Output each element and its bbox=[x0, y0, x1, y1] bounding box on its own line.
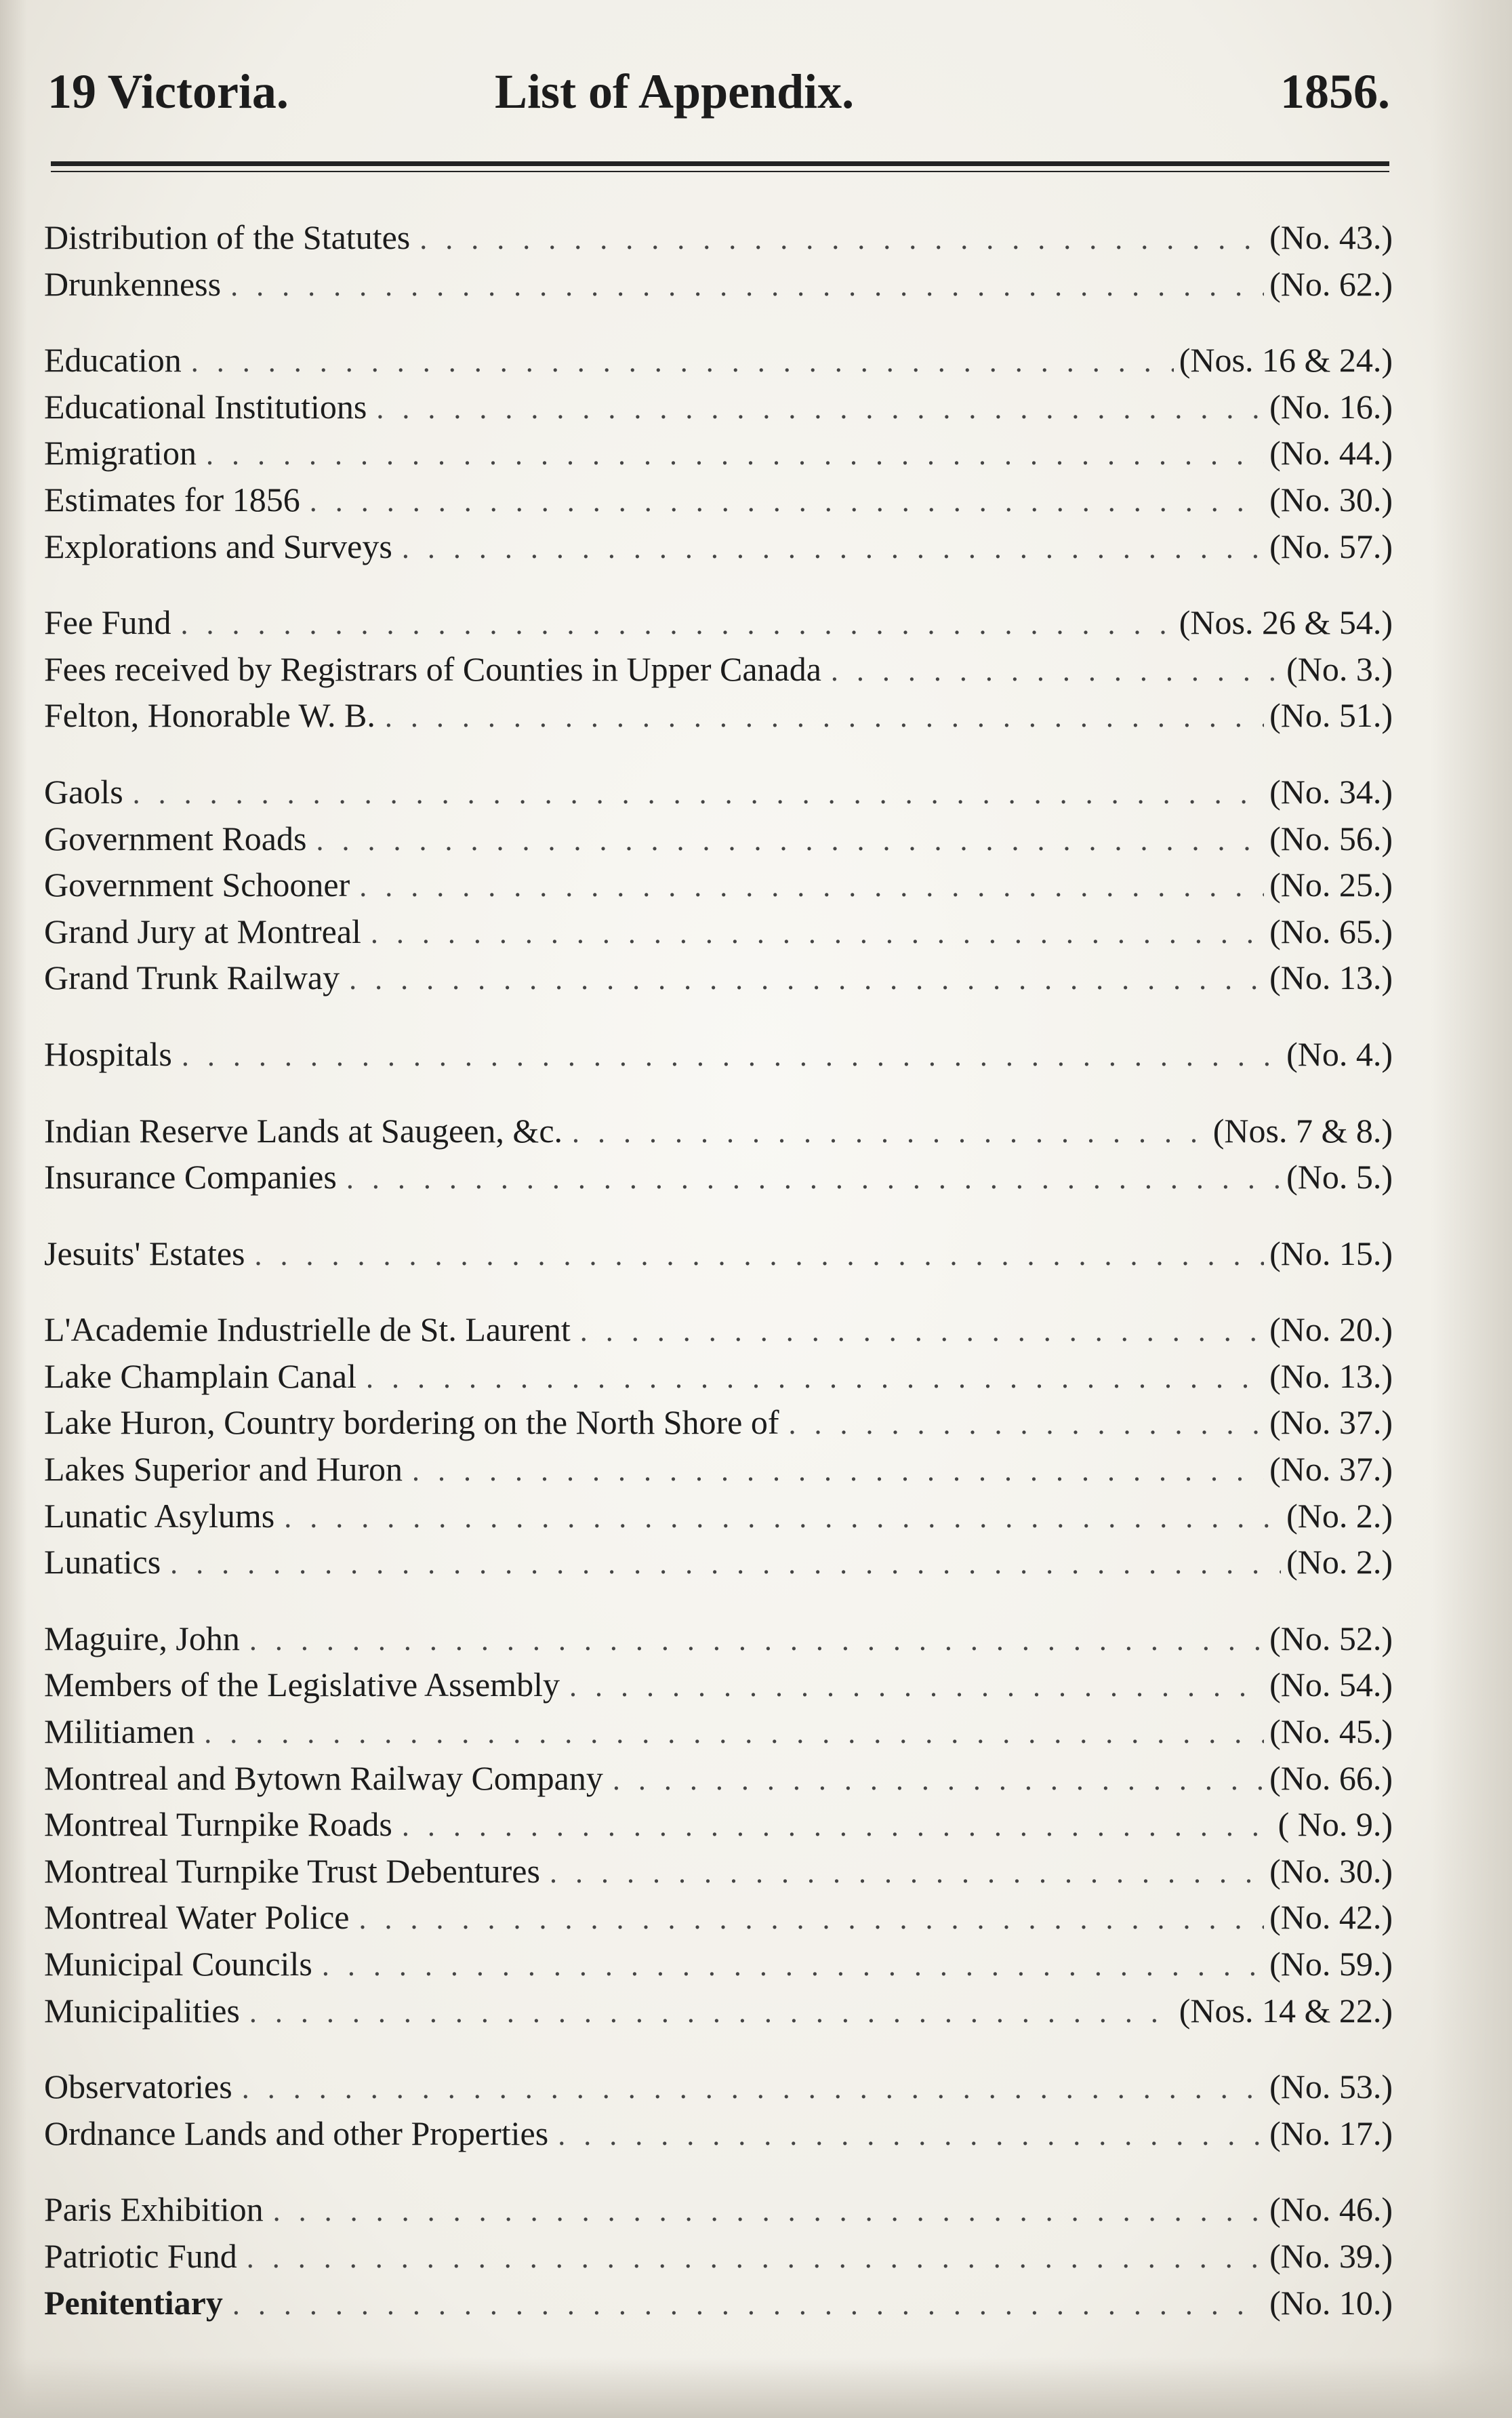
dot-leader bbox=[191, 339, 1174, 386]
index-entry bbox=[44, 1661, 1393, 1708]
entry-subject: Ordnance Lands and other Properties bbox=[44, 2114, 549, 2152]
entry-subject: Government Schooner bbox=[44, 866, 350, 904]
index-entry bbox=[44, 769, 1393, 815]
index-entry bbox=[44, 954, 1393, 1001]
index-entry bbox=[44, 337, 1393, 384]
dot-leader bbox=[402, 1803, 1273, 1850]
dot-leader bbox=[230, 263, 1264, 310]
index-entry bbox=[44, 523, 1393, 570]
entry-subject: Lunatic Asylums bbox=[44, 1496, 275, 1535]
dot-leader bbox=[254, 1232, 1264, 1279]
entry-subject: Lake Huron, Country bordering on the North Shore of bbox=[44, 1403, 779, 1442]
dot-leader bbox=[273, 2188, 1264, 2235]
header-title: List of Appendix. bbox=[495, 64, 855, 119]
dot-leader bbox=[249, 1617, 1264, 1664]
page-edge-shadow-bottom bbox=[0, 2357, 1512, 2418]
entry-subject: Montreal Water Police bbox=[44, 1898, 350, 1937]
index-entry bbox=[44, 692, 1393, 739]
entry-appendix-number: (No. 3.) bbox=[1286, 649, 1393, 688]
index-entry bbox=[44, 815, 1393, 862]
index-entry bbox=[44, 1848, 1393, 1895]
entry-subject: Montreal Turnpike Roads bbox=[44, 1805, 392, 1844]
entry-subject: Emigration bbox=[44, 434, 197, 472]
index-entry bbox=[44, 2063, 1393, 2110]
entry-appendix-number: (No. 5.) bbox=[1286, 1158, 1393, 1196]
index-entry bbox=[44, 1941, 1393, 1988]
dot-leader bbox=[558, 2112, 1264, 2159]
entry-appendix-number: (No. 46.) bbox=[1269, 2190, 1393, 2229]
index-entry bbox=[44, 646, 1393, 693]
entry-appendix-number: (No. 2.) bbox=[1286, 1496, 1393, 1535]
entry-appendix-number: (No. 51.) bbox=[1269, 696, 1393, 735]
entry-subject: Members of the Legislative Assembly bbox=[44, 1666, 560, 1704]
entry-appendix-number: (No. 16.) bbox=[1269, 387, 1393, 426]
entry-subject: Insurance Companies bbox=[44, 1158, 337, 1196]
dot-leader bbox=[316, 818, 1264, 864]
entry-appendix-number: (No. 30.) bbox=[1269, 1851, 1393, 1890]
entry-appendix-number: (No. 15.) bbox=[1269, 1234, 1393, 1272]
dot-leader bbox=[232, 2282, 1264, 2329]
dot-leader bbox=[310, 479, 1264, 525]
index-entry bbox=[44, 1988, 1393, 2034]
dot-leader bbox=[204, 1710, 1264, 1757]
entry-subject: Penitentiary bbox=[44, 2283, 223, 2322]
entry-appendix-number: (No. 17.) bbox=[1269, 2114, 1393, 2152]
entry-appendix-number: (No. 34.) bbox=[1269, 772, 1393, 811]
entry-subject: Distribution of the Statutes bbox=[44, 218, 411, 256]
index-letter-group bbox=[44, 2063, 1393, 2156]
header-rule-thick bbox=[51, 161, 1389, 166]
entry-subject: Educational Institutions bbox=[44, 387, 367, 426]
index-entry bbox=[44, 2186, 1393, 2233]
index-entry bbox=[44, 1031, 1393, 1078]
entry-appendix-number: (No. 2.) bbox=[1286, 1543, 1393, 1581]
index-entry bbox=[44, 1353, 1393, 1400]
dot-leader bbox=[206, 432, 1264, 479]
entry-appendix-number: (No. 42.) bbox=[1269, 1898, 1393, 1937]
index-letter-group bbox=[44, 1031, 1393, 1078]
index-entry bbox=[44, 908, 1393, 955]
dot-leader bbox=[550, 1850, 1264, 1897]
entry-appendix-number: (No. 59.) bbox=[1269, 1945, 1393, 1983]
entry-appendix-number: (No. 53.) bbox=[1269, 2068, 1393, 2106]
entry-subject: Patriotic Fund bbox=[44, 2236, 237, 2275]
index-entry bbox=[44, 1894, 1393, 1941]
entry-subject: Montreal Turnpike Trust Debentures bbox=[44, 1851, 540, 1890]
entry-subject: Explorations and Surveys bbox=[44, 527, 392, 565]
entry-subject: Municipal Councils bbox=[44, 1945, 312, 1983]
entry-appendix-number: (No. 13.) bbox=[1269, 959, 1393, 997]
entry-appendix-number: (No. 45.) bbox=[1269, 1712, 1393, 1751]
appendix-index-list bbox=[44, 214, 1393, 2356]
dot-leader bbox=[181, 601, 1174, 648]
entry-appendix-number: (No. 39.) bbox=[1269, 2236, 1393, 2275]
dot-leader bbox=[284, 1495, 1281, 1542]
entry-subject: Grand Trunk Railway bbox=[44, 959, 340, 997]
index-entry bbox=[44, 1154, 1393, 1201]
entry-appendix-number: (No. 62.) bbox=[1269, 264, 1393, 303]
page-header bbox=[0, 54, 1512, 129]
entry-subject: Maguire, John bbox=[44, 1619, 240, 1657]
entry-appendix-number: (No. 44.) bbox=[1269, 434, 1393, 472]
dot-leader bbox=[371, 910, 1264, 957]
entry-subject: Lakes Superior and Huron bbox=[44, 1450, 403, 1489]
index-entry bbox=[44, 2110, 1393, 2157]
dot-leader bbox=[569, 1664, 1264, 1710]
index-entry bbox=[44, 2233, 1393, 2280]
index-letter-group bbox=[44, 2186, 1393, 2326]
entry-subject: Lunatics bbox=[44, 1543, 161, 1581]
index-entry bbox=[44, 1399, 1393, 1446]
index-entry bbox=[44, 599, 1393, 646]
dot-leader bbox=[242, 2066, 1264, 2112]
entry-appendix-number: (No. 54.) bbox=[1269, 1666, 1393, 1704]
index-letter-group bbox=[44, 1108, 1393, 1201]
index-entry bbox=[44, 430, 1393, 477]
index-letter-group bbox=[44, 214, 1393, 307]
entry-subject: Militiamen bbox=[44, 1712, 195, 1751]
entry-subject: Drunkenness bbox=[44, 264, 222, 303]
entry-appendix-number: (No. 56.) bbox=[1269, 819, 1393, 858]
entry-subject: Municipalities bbox=[44, 1991, 240, 2030]
entry-appendix-number: (No. 10.) bbox=[1269, 2283, 1393, 2322]
dot-leader bbox=[170, 1541, 1281, 1588]
entry-subject: Observatories bbox=[44, 2068, 232, 2106]
dot-leader bbox=[831, 648, 1281, 695]
entry-subject: Felton, Honorable W. B. bbox=[44, 696, 375, 735]
index-entry bbox=[44, 1108, 1393, 1154]
index-entry bbox=[44, 477, 1393, 523]
index-entry bbox=[44, 1708, 1393, 1755]
index-entry bbox=[44, 862, 1393, 908]
index-entry bbox=[44, 1615, 1393, 1662]
dot-leader bbox=[412, 1448, 1264, 1495]
index-entry bbox=[44, 261, 1393, 308]
entry-appendix-number: (No. 37.) bbox=[1269, 1403, 1393, 1442]
index-entry bbox=[44, 1230, 1393, 1277]
dot-leader bbox=[789, 1401, 1265, 1448]
entry-subject: Montreal and Bytown Railway Company bbox=[44, 1758, 603, 1797]
entry-subject: Fees received by Registrars of Counties in Upper Canada bbox=[44, 649, 821, 688]
dot-leader bbox=[133, 771, 1264, 818]
index-letter-group bbox=[44, 1615, 1393, 2034]
dot-leader bbox=[580, 1308, 1264, 1355]
dot-leader bbox=[249, 1990, 1174, 2036]
entry-subject: Hospitals bbox=[44, 1034, 172, 1073]
entry-appendix-number: (No. 20.) bbox=[1269, 1310, 1393, 1349]
index-entry bbox=[44, 1446, 1393, 1493]
entry-subject: Education bbox=[44, 341, 182, 380]
index-letter-group bbox=[44, 599, 1393, 739]
entry-appendix-number: (Nos. 14 & 22.) bbox=[1179, 1991, 1393, 2030]
entry-subject: Lake Champlain Canal bbox=[44, 1356, 356, 1395]
dot-leader bbox=[402, 525, 1264, 572]
index-entry bbox=[44, 1755, 1393, 1802]
entry-subject: Government Roads bbox=[44, 819, 307, 858]
entry-appendix-number: (No. 57.) bbox=[1269, 527, 1393, 565]
index-entry bbox=[44, 1801, 1393, 1848]
dot-leader bbox=[349, 956, 1264, 1003]
dot-leader bbox=[182, 1033, 1281, 1080]
dot-leader bbox=[359, 1896, 1264, 1943]
entry-appendix-number: (Nos. 16 & 24.) bbox=[1179, 341, 1393, 380]
dot-leader bbox=[346, 1156, 1281, 1203]
index-letter-group bbox=[44, 337, 1393, 569]
index-entry bbox=[44, 384, 1393, 430]
header-session: 19 Victoria. bbox=[47, 64, 289, 119]
header-year: 1856. bbox=[1280, 64, 1390, 119]
entry-subject: L'Academie Industrielle de St. Laurent bbox=[44, 1310, 571, 1349]
index-entry bbox=[44, 1493, 1393, 1539]
entry-appendix-number: (No. 65.) bbox=[1269, 912, 1393, 950]
entry-appendix-number: (No. 37.) bbox=[1269, 1450, 1393, 1489]
dot-leader bbox=[247, 2235, 1264, 2282]
entry-subject: Grand Jury at Montreal bbox=[44, 912, 361, 950]
entry-appendix-number: (No. 13.) bbox=[1269, 1356, 1393, 1395]
dot-leader bbox=[322, 1943, 1264, 1990]
entry-subject: Paris Exhibition bbox=[44, 2190, 264, 2229]
header-rule-thin bbox=[51, 171, 1389, 172]
dot-leader bbox=[572, 1110, 1208, 1156]
entry-appendix-number: (No. 25.) bbox=[1269, 866, 1393, 904]
entry-subject: Indian Reserve Lands at Saugeen, &c. bbox=[44, 1111, 563, 1150]
dot-leader bbox=[385, 694, 1264, 741]
entry-appendix-number: (Nos. 7 & 8.) bbox=[1212, 1111, 1393, 1150]
entry-appendix-number: ( No. 9.) bbox=[1278, 1805, 1393, 1844]
entry-appendix-number: (No. 4.) bbox=[1286, 1034, 1393, 1073]
entry-appendix-number: (No. 52.) bbox=[1269, 1619, 1393, 1657]
entry-subject: Gaols bbox=[44, 772, 123, 811]
dot-leader bbox=[366, 1355, 1264, 1402]
index-entry bbox=[44, 1306, 1393, 1353]
index-entry bbox=[44, 214, 1393, 261]
entry-subject: Fee Fund bbox=[44, 603, 171, 642]
entry-appendix-number: (No. 30.) bbox=[1269, 480, 1393, 519]
entry-appendix-number: (No. 43.) bbox=[1269, 218, 1393, 256]
entry-subject: Jesuits' Estates bbox=[44, 1234, 245, 1272]
index-letter-group bbox=[44, 1230, 1393, 1277]
entry-subject: Estimates for 1856 bbox=[44, 480, 300, 519]
index-letter-group bbox=[44, 1306, 1393, 1586]
entry-appendix-number: (No. 66.) bbox=[1269, 1758, 1393, 1797]
dot-leader bbox=[359, 864, 1264, 910]
entry-appendix-number: (Nos. 26 & 54.) bbox=[1179, 603, 1393, 642]
page-edge-shadow-right bbox=[1431, 0, 1512, 2418]
page-edge-shadow-left bbox=[0, 0, 27, 2418]
dot-leader bbox=[376, 386, 1264, 432]
index-entry bbox=[44, 2280, 1393, 2326]
dot-leader bbox=[420, 216, 1264, 263]
dot-leader bbox=[613, 1757, 1264, 1804]
index-letter-group bbox=[44, 769, 1393, 1001]
index-entry bbox=[44, 1539, 1393, 1586]
